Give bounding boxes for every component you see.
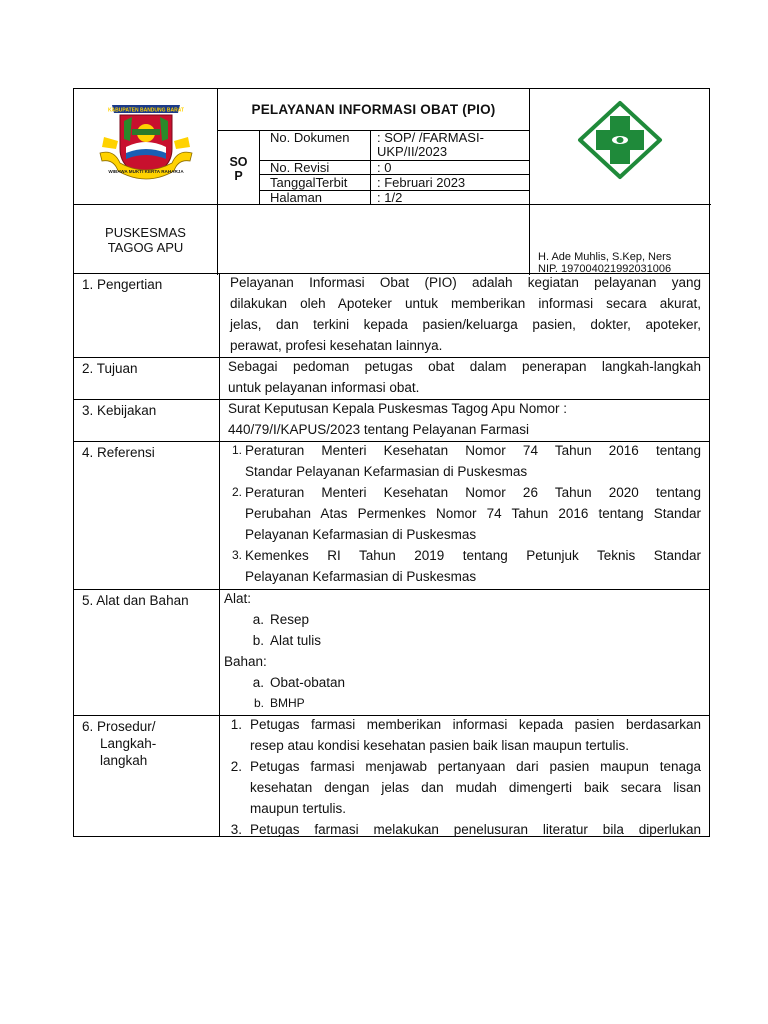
paragraph-line: Pelayanan Informasi Obat (PIO) adalah kegiatan pelayanan yang	[230, 275, 701, 290]
logo-text-top: KABUPATEN BANDUNG BARAT	[107, 107, 185, 114]
document-title: PELAYANAN INFORMASI OBAT (PIO)	[218, 89, 529, 131]
section-body	[220, 716, 709, 836]
list-letter: a.	[252, 675, 264, 690]
list-text: Petugas farmasi melakukan penelusuran literatur bila diperlukan	[250, 822, 701, 837]
list-text: resep atau kondisi kesehatan pasien baik lisan maupun tertulis.	[250, 738, 629, 753]
meta-label: No. Revisi	[260, 161, 371, 174]
signer-name: H. Ade Muhlis, S.Kep, Ners	[538, 251, 672, 263]
puskesmas-logo-icon	[530, 89, 712, 205]
meta-label: Halaman	[260, 191, 371, 205]
list-text: kesehatan dengan jelas dan mudah dimengerti baik secara lisan	[250, 780, 701, 795]
meta-value: : Februari 2023	[377, 175, 466, 190]
section-label	[74, 716, 220, 836]
alat-heading: Alat:	[224, 591, 252, 606]
section-body	[220, 274, 709, 357]
regency-logo-cell	[74, 89, 218, 205]
meta-label: TanggalTerbit	[260, 175, 371, 190]
list-number: 3.	[231, 548, 242, 562]
list-text: Standar Pelayanan Kefarmasian di Puskesmas	[245, 464, 528, 479]
meta-row-revisi	[260, 161, 529, 175]
paragraph-line: dilakukan oleh Apoteker untuk memberikan informasi secara akurat,	[230, 296, 701, 311]
paragraph-line: perawat, profesi kesehatan lainnya.	[230, 338, 443, 353]
sop-document	[73, 88, 710, 837]
list-text: Resep	[270, 612, 310, 627]
section-label: 2. Tujuan	[74, 358, 220, 399]
label-line: Langkah-	[100, 736, 157, 751]
sop-label	[218, 131, 260, 205]
list-number: 1.	[231, 443, 242, 457]
paragraph-line: Surat Keputusan Kepala Puskesmas Tagog Apu Nomor :	[228, 401, 567, 416]
section-referensi	[73, 442, 710, 590]
paragraph-line: 440/79/I/KAPUS/2023 tentang Pelayanan Farmasi	[228, 422, 529, 437]
section-label: 3. Kebijakan	[74, 400, 220, 441]
sop-header	[73, 88, 710, 274]
paragraph-line: jelas, dan terkini kepada pasien/keluarga pasien, dokter, apoteker,	[230, 317, 701, 332]
list-text: Pelayanan Kefarmasian di Puskesmas	[245, 569, 477, 584]
paragraph-line: Sebagai pedoman petugas obat dalam penerapan langkah-langkah	[228, 359, 701, 374]
meta-row-dokumen	[260, 131, 529, 161]
list-text: Peraturan Menteri Kesehatan Nomor 26 Tahun 2020 tentang	[245, 485, 701, 500]
regency-emblem-icon	[74, 89, 218, 205]
list-text: Obat-obatan	[270, 675, 346, 690]
section-pengertian	[73, 274, 710, 358]
section-body	[220, 400, 709, 441]
label-line: 6. Prosedur/	[82, 719, 156, 734]
signature-blank	[218, 205, 529, 275]
meta-value: : 0	[377, 160, 392, 175]
label-line: langkah	[100, 753, 148, 768]
puskesmas-name	[74, 205, 218, 275]
list-text: Perubahan Atas Permenkes Nomor 74 Tahun 2016 tentang Standar	[245, 506, 701, 521]
sop-label-line1: SO	[229, 155, 248, 169]
list-text: Alat tulis	[270, 633, 322, 648]
bahan-heading: Bahan:	[224, 654, 267, 669]
meta-value: : SOP/ /FARMASI-UKP/II/2023	[377, 130, 484, 159]
section-body	[220, 358, 709, 399]
meta-value: : 1/2	[377, 190, 403, 205]
list-number: 3.	[230, 822, 242, 837]
org-name-line1: PUSKESMAS	[105, 225, 186, 240]
org-name-line2: TAGOG APU	[107, 240, 184, 255]
meta-label: No. Dokumen	[260, 131, 371, 160]
list-number: 1.	[230, 717, 242, 732]
meta-row-tanggal	[260, 175, 529, 191]
list-text: maupun tertulis.	[250, 801, 347, 816]
section-kebijakan	[73, 400, 710, 442]
puskesmas-logo-cell	[529, 89, 711, 205]
paragraph-line: untuk pelayanan informasi obat.	[228, 380, 420, 395]
list-letter: a.	[252, 612, 264, 627]
meta-row-halaman	[260, 191, 529, 205]
sop-label-line2: P	[234, 169, 243, 183]
section-prosedur	[73, 716, 710, 837]
list-text: BMHP	[270, 696, 305, 710]
section-tujuan	[73, 358, 710, 400]
list-text: Peraturan Menteri Kesehatan Nomor 74 Tahun 2016 tentang	[245, 443, 701, 458]
section-body	[220, 590, 709, 715]
list-number: 2.	[230, 759, 242, 774]
document-meta-table	[260, 131, 529, 205]
section-label: 5. Alat dan Bahan	[74, 590, 220, 715]
signer-nip: NIP. 197004021992031006	[538, 263, 672, 275]
list-text: Kemenkes RI Tahun 2019 tentang Petunjuk Teknis Standar	[245, 548, 701, 563]
list-text: Petugas farmasi menjawab pertanyaan dari pasien maupun tenaga	[250, 759, 701, 774]
list-text: Pelayanan Kefarmasian di Puskesmas	[245, 527, 477, 542]
section-alat-bahan	[73, 590, 710, 716]
list-letter: b.	[253, 696, 264, 710]
logo-text-bottom: WIBAWA MUKTI KERTA RAHARJA	[108, 169, 184, 174]
list-number: 2.	[231, 485, 242, 499]
section-label: 4. Referensi	[74, 442, 220, 589]
list-letter: b.	[252, 633, 264, 648]
section-body	[220, 442, 709, 589]
signer-block	[529, 205, 711, 275]
list-text: Petugas farmasi memberikan informasi kepada pasien berdasarkan	[250, 717, 701, 732]
section-label: 1. Pengertian	[74, 274, 220, 357]
